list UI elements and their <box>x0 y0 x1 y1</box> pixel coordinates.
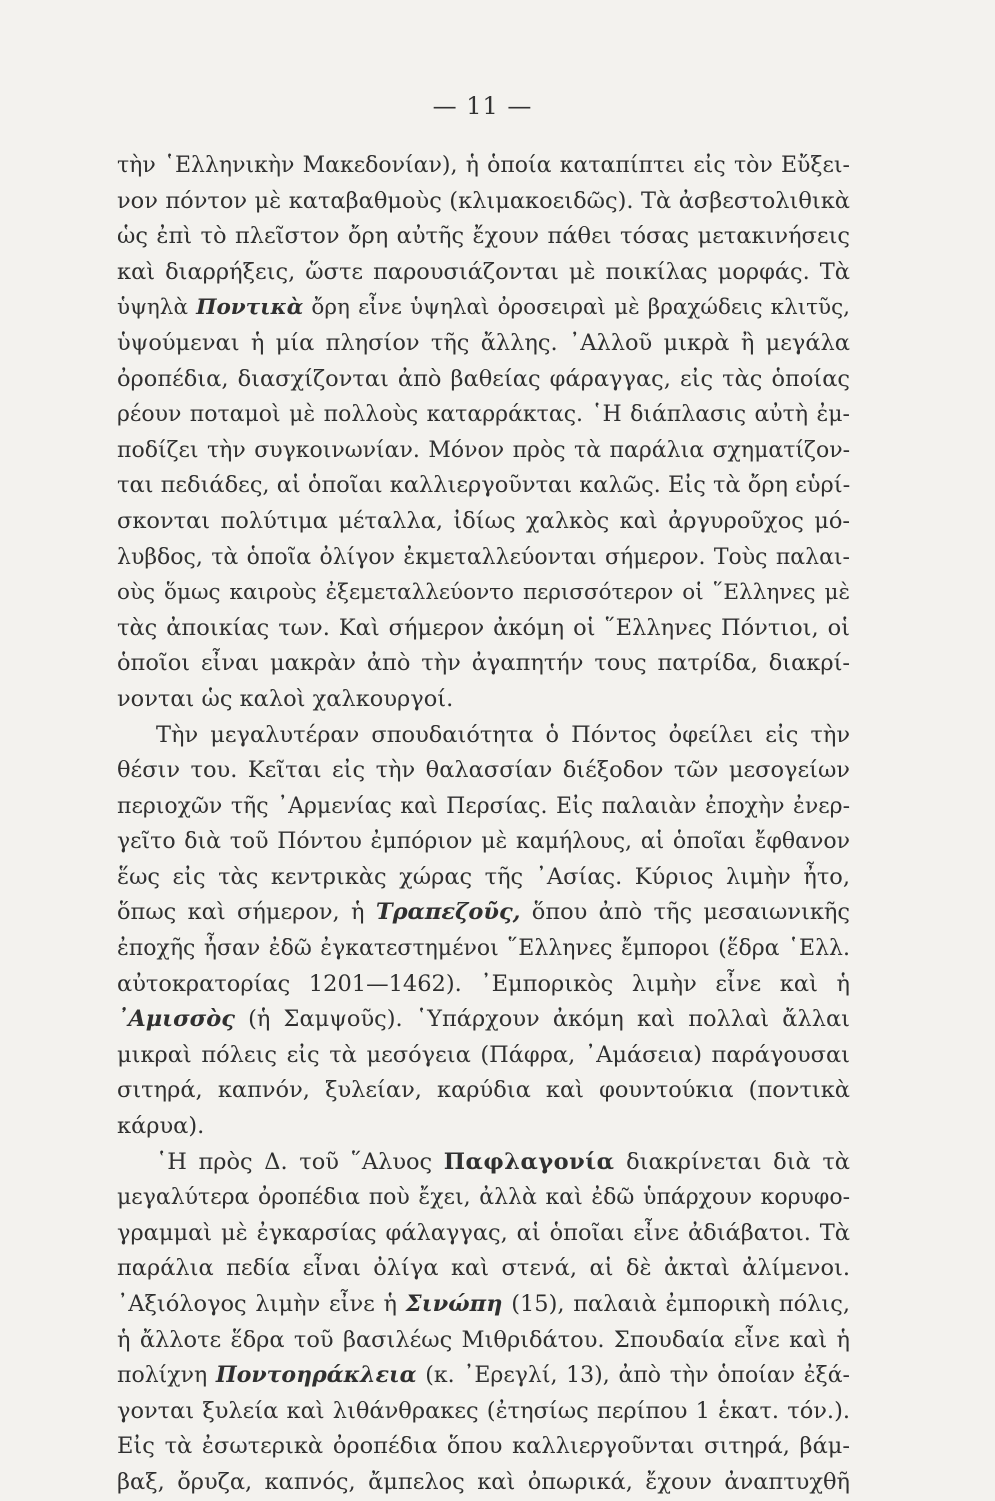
text-line: βαξ, ὄρυζα, καπνός, ἄμπελος καὶ ὀπωρικά, ἔχουν ἀναπτυχθῆ <box>117 1468 850 1495</box>
text-line: Τὴν μεγαλυτέραν σπουδαιότητα ὁ Πόντος ὀφείλει εἰς τὴν <box>156 721 850 748</box>
text-line: ρέουν ποταμοὶ μὲ πολλοὺς καταρράκτας. ῾Η διάπλασις αὐτὴ ἐμ- <box>117 402 850 428</box>
text-line: Εἰς τὰ ἐσωτερικὰ ὀροπέδια ὅπου καλλιεργοῦνται σιτηρά, βάμ- <box>117 1433 850 1460</box>
text-line: ὡς ἐπὶ τὸ πλεῖστον ὄρη αὐτῆς ἔχουν πάθει τόσας μετακινήσεις <box>117 223 850 250</box>
text-line: πολίχνη Ποντοηράκλεια (κ. ᾿Ερεγλί, 13), ἀπὸ τὴν ὁποίαν ἐξά- <box>117 1362 850 1389</box>
text-line: λυβδος, τὰ ὁποῖα ὀλίγον ἐκμεταλλεύονται σήμερον. Τοὺς παλαι- <box>117 544 850 570</box>
text-line: γονται ξυλεία καὶ λιθάνθρακες (ἐτησίως περίπου 1 ἑκατ. τόν.). <box>117 1397 850 1424</box>
text-line: θέσιν του. Κεῖται εἰς τὴν θαλασσίαν διέξοδον τῶν μεσογείων <box>117 757 850 784</box>
text-line: ποδίζει τὴν συγκοινωνίαν. Μόνον πρὸς τὰ παράλια σχηματίζον- <box>117 437 850 463</box>
text-line: ὁποῖοι εἶναι μακρὰν ἀπὸ τὴν ἀγαπητήν τους πατρίδα, διακρί- <box>117 650 850 677</box>
text-line: κάρυα). <box>117 1113 205 1140</box>
text-line: οὺς ὅμως καιροὺς ἐξεμεταλλεύοντο περισσότερον οἱ ῞Ελληνες μὲ <box>117 580 850 606</box>
emphasis-pontika: Ποντικὰ <box>196 295 304 321</box>
heading-paphlagonia: Παφλαγονία <box>443 1148 615 1175</box>
text-line: ται πεδιάδες, αἱ ὁποῖαι καλλιεργοῦνται καλῶς. Εἰς τὰ ὄρη εὑρί- <box>117 472 850 499</box>
text-line: ἐποχῆς ἦσαν ἐδῶ ἐγκατεστημένοι ῞Ελληνες ἔμποροι (ἕδρα ῾Ελλ. <box>117 936 850 962</box>
text-line: σιτηρά, καπνόν, ξυλείαν, καρύδια καὶ φουντούκια (ποντικὰ <box>117 1077 850 1104</box>
text-line: ἡ ἄλλοτε ἕδρα τοῦ βασιλέως Μιθριδάτου. Σπουδαία εἶνε καὶ ἡ <box>117 1326 850 1353</box>
text-line: ὀροπέδια, διασχίζονται ἀπὸ βαθείας φάραγγας, εἰς τὰς ὁποίας <box>117 365 850 392</box>
text-line: παράλια πεδία εἶναι ὀλίγα καὶ στενά, αἱ δὲ ἀκταὶ ἀλίμενοι. <box>117 1255 850 1282</box>
emphasis-amissos: ᾿Αμισσὸς <box>117 1006 235 1033</box>
text-line: ὑψηλὰ Ποντικὰ ὄρη εἶνε ὑψηλαὶ ὀροσειραὶ μὲ βραχώδεις κλιτῦς, <box>117 295 850 321</box>
emphasis-pontoiraklia: Ποντοηράκλεια <box>215 1362 417 1389</box>
text-line: ἕως εἰς τὰς κεντρικὰς χώρας τῆς ᾿Ασίας. Κύριος λιμὴν ἦτο, <box>117 863 850 890</box>
body-text <box>117 148 850 1501</box>
text-line: ῾Η πρὸς Δ. τοῦ ῞Αλυος Παφλαγονία διακρίνεται διὰ τὰ <box>156 1148 850 1175</box>
text-line: νον πόντον μὲ καταβαθμοὺς (κλιμακοειδῶς). Τὰ ἀσβεστολιθικὰ <box>117 187 850 214</box>
text-line: μικραὶ πόλεις εἰς τὰ μεσόγεια (Πάφρα, ᾿Αμάσεια) παράγουσαι <box>117 1041 850 1068</box>
text-line: μεγαλύτερα ὀροπέδια ποὺ ἔχει, ἀλλὰ καὶ ἐδῶ ὑπάρχουν κορυφο- <box>117 1185 850 1211</box>
text-line: γεῖτο διὰ τοῦ Πόντου ἐμπόριον μὲ καμήλους, αἱ ὁποῖαι ἔφθανον <box>117 829 850 855</box>
text-line: ὅπως καὶ σήμερον, ἡ Τραπεζοῦς, ὅπου ἀπὸ τῆς μεσαιωνικῆς <box>117 899 850 926</box>
text-line: ὑψούμεναι ἡ μία πλησίον τῆς ἄλλης. ᾿Αλλοῦ μικρὰ ἢ μεγάλα <box>117 329 850 356</box>
emphasis-sinope: Σινώπη <box>405 1291 503 1317</box>
text-line: τὴν ῾Ελληνικὴν Μακεδονίαν), ἡ ὁποία καταπίπτει εἰς τὸν Εὔξει- <box>117 153 850 178</box>
emphasis-trapezous: Τραπεζοῦς, <box>375 899 521 926</box>
text-line: νονται ὡς καλοὶ χαλκουργοί. <box>117 685 454 712</box>
text-line: γραμμαὶ μὲ ἐγκαρσίας φάλαγγας, αἱ ὁποῖαι εἶνε ἀδιάβατοι. Τὰ <box>117 1219 850 1246</box>
page-number: — 11 — <box>432 92 533 120</box>
text-line: περιοχῶν τῆς ᾿Αρμενίας καὶ Περσίας. Εἰς παλαιὰν ἐποχὴν ἐνερ- <box>117 793 850 819</box>
text-line: αὐτοκρατορίας 1201—1462). ᾿Εμπορικὸς λιμὴν εἶνε καὶ ἡ <box>117 970 850 997</box>
text-line: ᾿Αξιόλογος λιμὴν εἶνε ἡ Σινώπη (15), παλαιὰ ἐμπορικὴ πόλις, <box>117 1291 850 1317</box>
text-line: τὰς ἀποικίας των. Καὶ σήμερον ἀκόμη οἱ ῞Ελληνες Πόντιοι, οἱ <box>117 614 850 641</box>
text-line: ᾿Αμισσὸς (ἡ Σαμψοῦς). ῾Υπάρχουν ἀκόμη καὶ πολλαὶ ἄλλαι <box>117 1006 850 1033</box>
text-line: σκονται πολύτιμα μέταλλα, ἰδίως χαλκὸς καὶ ἀργυροῦχος μό- <box>117 507 850 534</box>
text-line: καὶ διαρρήξεις, ὥστε παρουσιάζονται μὲ ποικίλας μορφάς. Τὰ <box>117 258 850 285</box>
